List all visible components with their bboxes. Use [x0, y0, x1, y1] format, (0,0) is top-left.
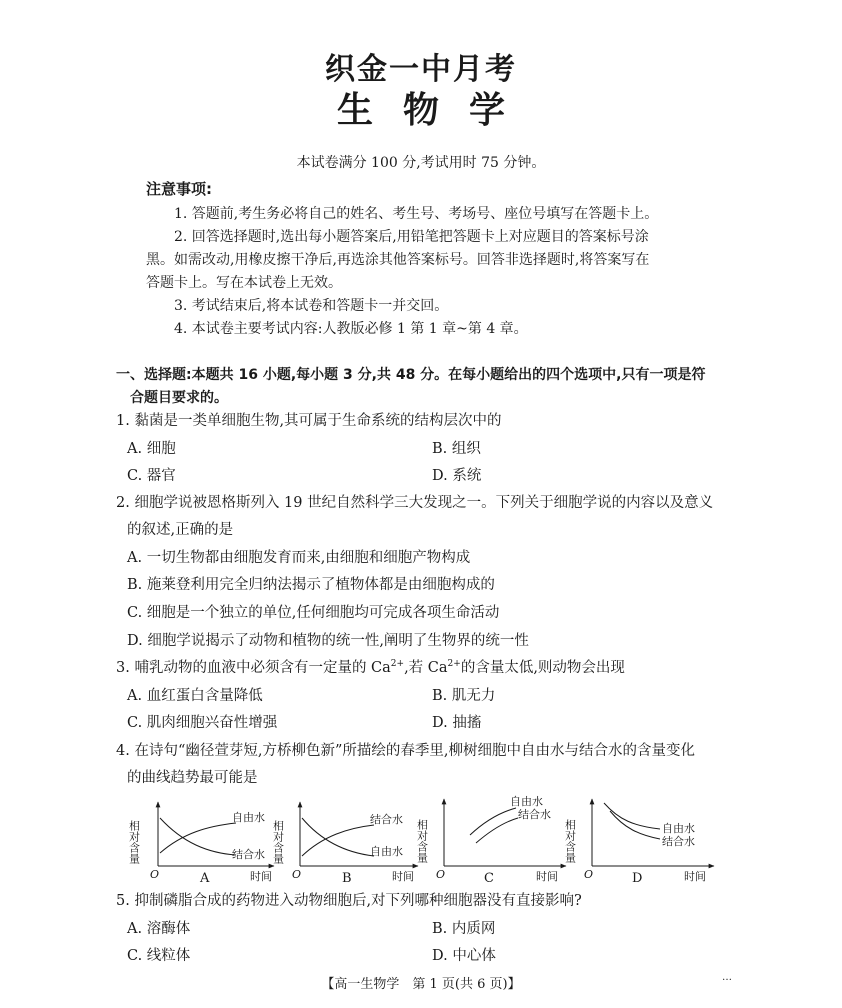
calcium-charge: 2+	[390, 659, 405, 670]
notice-line-1: 1. 答题前,考生务必将自己的姓名、考生号、考场号、座位号填写在答题卡上。	[174, 206, 659, 222]
y-axis-label: 相对含量	[415, 819, 429, 863]
origin-label: O	[436, 868, 446, 881]
graph-letter: D	[632, 871, 643, 886]
y-axis-label: 相对含量	[127, 820, 141, 864]
question-2-option-c: C. 细胞是一个独立的单位,任何细胞均可完成各项生命活动	[127, 605, 500, 621]
origin-label: O	[150, 868, 160, 881]
x-axis-label: 时间	[536, 870, 558, 883]
calcium-charge: 2+	[447, 659, 461, 670]
bound-water-curve	[476, 818, 518, 843]
notice-line-2b: 黑。如需改动,用橡皮擦干净后,再选涂其他答案标号。回答非选择题时,将答案写在	[146, 252, 650, 268]
graph-c	[415, 795, 576, 892]
free-water-curve	[302, 818, 374, 856]
origin-label: O	[292, 868, 302, 881]
notice-title: 注意事项:	[146, 180, 212, 198]
question-1-option-d: D. 系统	[432, 468, 482, 484]
question-1-option-c: C. 器官	[127, 468, 176, 484]
graph-letter: C	[484, 871, 494, 886]
footer-code: …	[722, 972, 732, 983]
bound-water-label: 结合水	[232, 848, 265, 861]
question-5-option-d: D. 中心体	[432, 948, 496, 964]
free-water-label: 自由水	[232, 811, 265, 824]
graph-d	[563, 795, 724, 892]
subject-title: 生物学	[336, 90, 535, 131]
question-5-option-c: C. 线粒体	[127, 948, 191, 964]
question-2-option-a: A. 一切生物都由细胞发育而来,由细胞和细胞产物构成	[127, 550, 471, 566]
exam-title: 织金一中月考	[325, 52, 517, 87]
y-axis-label: 相对含量	[563, 819, 577, 863]
question-5-stem: 5. 抑制磷脂合成的药物进入动物细胞后,对下列哪种细胞器没有直接影响?	[116, 893, 582, 909]
bound-water-label: 结合水	[370, 813, 403, 826]
question-3-stem: 3. 哺乳动物的血液中必须含有一定量的 $Ca^{2+}$,若 $Ca^{2+}$的含量太低,则动物会出现	[116, 659, 625, 676]
page-footer: 【高一生物学 第 1 页(共 6 页)】	[321, 977, 521, 992]
free-water-label: 自由水	[510, 795, 543, 808]
question-4-stem-2: 的曲线趋势最可能是	[127, 770, 258, 786]
question-3-option-d: D. 抽搐	[432, 715, 482, 731]
exam-info: 本试卷满分 100 分,考试用时 75 分钟。	[296, 155, 546, 171]
question-5-option-b: B. 内质网	[432, 921, 496, 937]
graph-letter: A	[200, 871, 210, 886]
free-water-curve	[604, 803, 660, 829]
question-3-option-b: B. 肌无力	[432, 688, 496, 704]
question-2-stem-1: 2. 细胞学说被恩格斯列入 19 世纪自然科学三大发现之一。下列关于细胞学说的内容以及意义	[116, 495, 714, 511]
bound-water-curve	[160, 818, 236, 855]
y-axis-label: 相对含量	[271, 820, 285, 864]
graph-a	[128, 798, 278, 892]
free-water-label: 自由水	[662, 822, 695, 835]
question-1-stem: 1. 黏菌是一类单细胞生物,其可属于生命系统的结构层次中的	[116, 413, 502, 429]
notice-line-3: 3. 考试结束后,将本试卷和答题卡一并交回。	[174, 298, 449, 314]
question-2-option-b: B. 施莱登利用完全归纳法揭示了植物体都是由细胞构成的	[127, 577, 495, 593]
x-axis-label: 时间	[684, 870, 706, 883]
free-water-label: 自由水	[370, 845, 403, 858]
question-1-option-a: A. 细胞	[127, 441, 176, 457]
question-3-option-a: A. 血红蛋白含量降低	[127, 688, 263, 704]
question-2-option-d: D. 细胞学说揭示了动物和植物的统一性,阐明了生物界的统一性	[127, 633, 529, 649]
origin-label: O	[584, 868, 594, 881]
section-heading-1: 一、选择题:本题共 16 小题,每小题 3 分,共 48 分。在每小题给出的四个选项中,只有一项是符	[116, 367, 706, 383]
graph-letter: B	[342, 871, 352, 886]
free-water-curve	[160, 823, 236, 853]
x-axis-label: 时间	[392, 870, 414, 883]
bound-water-label: 结合水	[518, 808, 551, 821]
question-2-stem-2: 的叙述,正确的是	[127, 522, 234, 538]
question-3-option-c: C. 肌肉细胞兴奋性增强	[127, 715, 278, 731]
bound-water-label: 结合水	[662, 835, 695, 848]
graph-b	[271, 798, 428, 892]
section-heading-2: 合题目要求的。	[130, 390, 228, 406]
question-5-option-a: A. 溶酶体	[127, 921, 191, 937]
notice-line-2c: 答题卡上。写在本试卷上无效。	[146, 275, 342, 291]
notice-line-4: 4. 本试卷主要考试内容:人教版必修 1 第 1 章~第 4 章。	[174, 321, 528, 337]
notice-line-2a: 2. 回答选择题时,选出每小题答案后,用铅笔把答题卡上对应题目的答案标号涂	[174, 229, 649, 245]
question-1-option-b: B. 组织	[432, 441, 481, 457]
question-4-stem-1: 4. 在诗句“幽径萱芽短,方桥柳色新”所描绘的春季里,柳树细胞中自由水与结合水的含量变化	[116, 743, 695, 759]
x-axis-label: 时间	[250, 870, 272, 883]
